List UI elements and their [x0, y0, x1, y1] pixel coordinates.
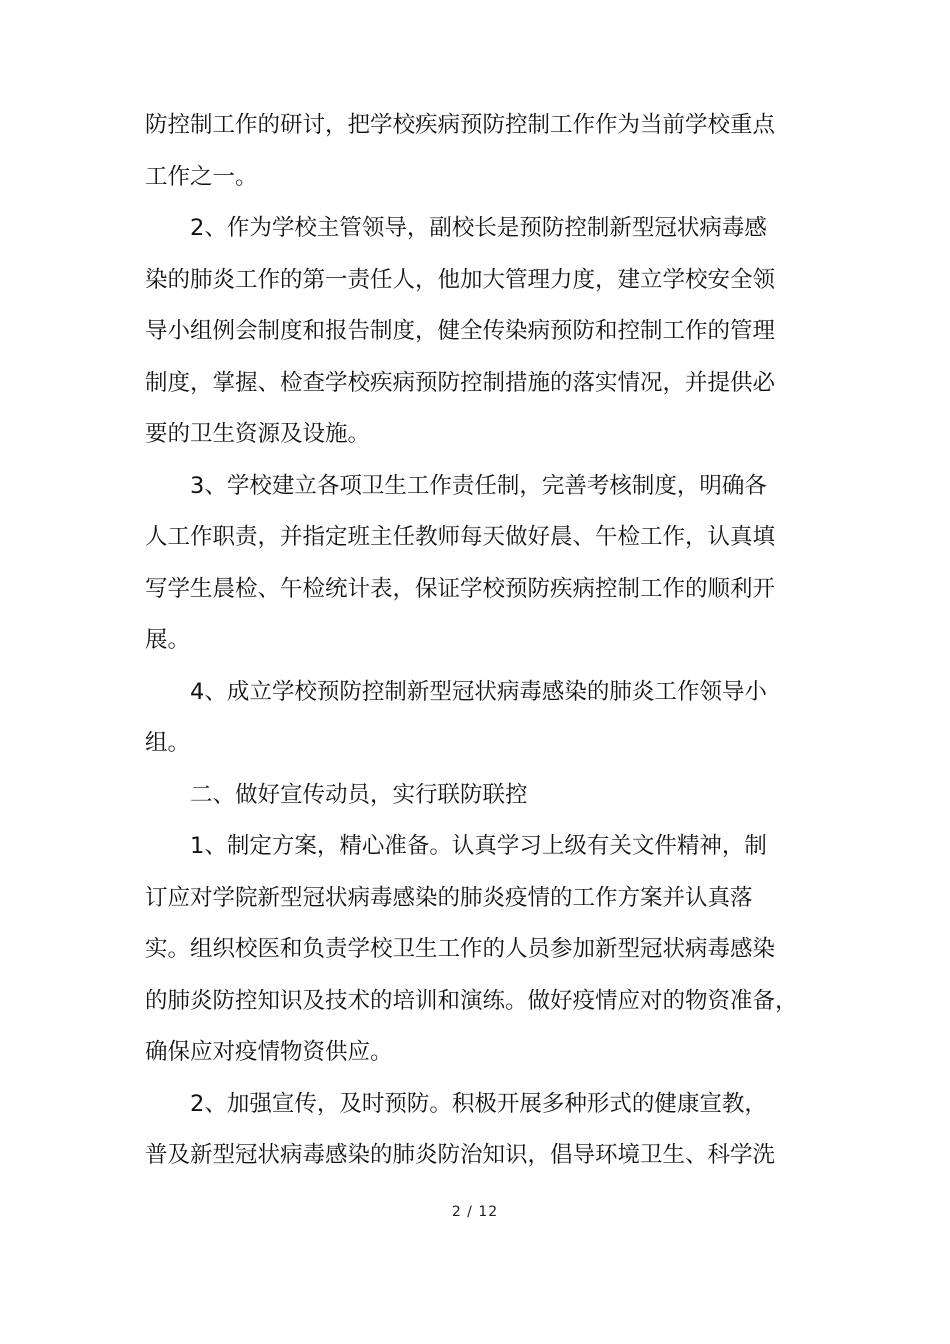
- text-line: 2、作为学校主管领导，副校长是预防控制新型冠状病毒感: [190, 215, 767, 241]
- text-line: 的肺炎防控知识及技术的培训和演练。做好疫情应对的物资准备，: [145, 987, 798, 1014]
- text-line: 导小组例会制度和报告制度，健全传染病预防和控制工作的管理: [145, 318, 776, 344]
- text-line: 制度，掌握、检查学校疾病预防控制措施的落实情况，并提供必: [145, 369, 776, 396]
- text-line: 要的卫生资源及设施。: [145, 421, 371, 447]
- text-line: 普及新型冠状病毒感染的肺炎防治知识，倡导环境卫生、科学洗: [145, 1142, 776, 1168]
- text-line: 防控制工作的研讨，把学校疾病预防控制工作作为当前学校重点: [145, 112, 776, 138]
- page-number: 2 / 12: [451, 1204, 499, 1220]
- body-text: [145, 100, 825, 1182]
- text-line: 染的肺炎工作的第一责任人，他加大管理力度，建立学校安全领: [145, 266, 776, 293]
- text-line: 4、成立学校预防控制新型冠状病毒感染的肺炎工作领导小: [190, 678, 767, 705]
- text-line: 确保应对疫情物资供应。: [145, 1039, 393, 1065]
- text-line: 组。: [145, 730, 191, 756]
- text-line: 人工作职责，并指定班主任教师每天做好晨、午检工作，认真填: [145, 524, 776, 550]
- text-line: 工作之一。: [145, 163, 258, 190]
- text-line: 写学生晨检、午检统计表，保证学校预防疾病控制工作的顺利开: [145, 575, 776, 602]
- text-line: 1、制定方案，精心准备。认真学习上级有关文件精神，制: [190, 833, 767, 859]
- section-heading: 二、做好宣传动员，实行联防联控: [190, 781, 528, 808]
- text-line: 实。组织校医和负责学校卫生工作的人员参加新型冠状病毒感染: [145, 936, 776, 962]
- text-line: 2、加强宣传，及时预防。积极开展多种形式的健康宣教，: [190, 1090, 767, 1117]
- text-line: 订应对学院新型冠状病毒感染的肺炎疫情的工作方案并认真落: [145, 884, 753, 911]
- text-line: 3、学校建立各项卫生工作责任制，完善考核制度，明确各: [190, 472, 767, 499]
- text-line: 展。: [145, 627, 191, 653]
